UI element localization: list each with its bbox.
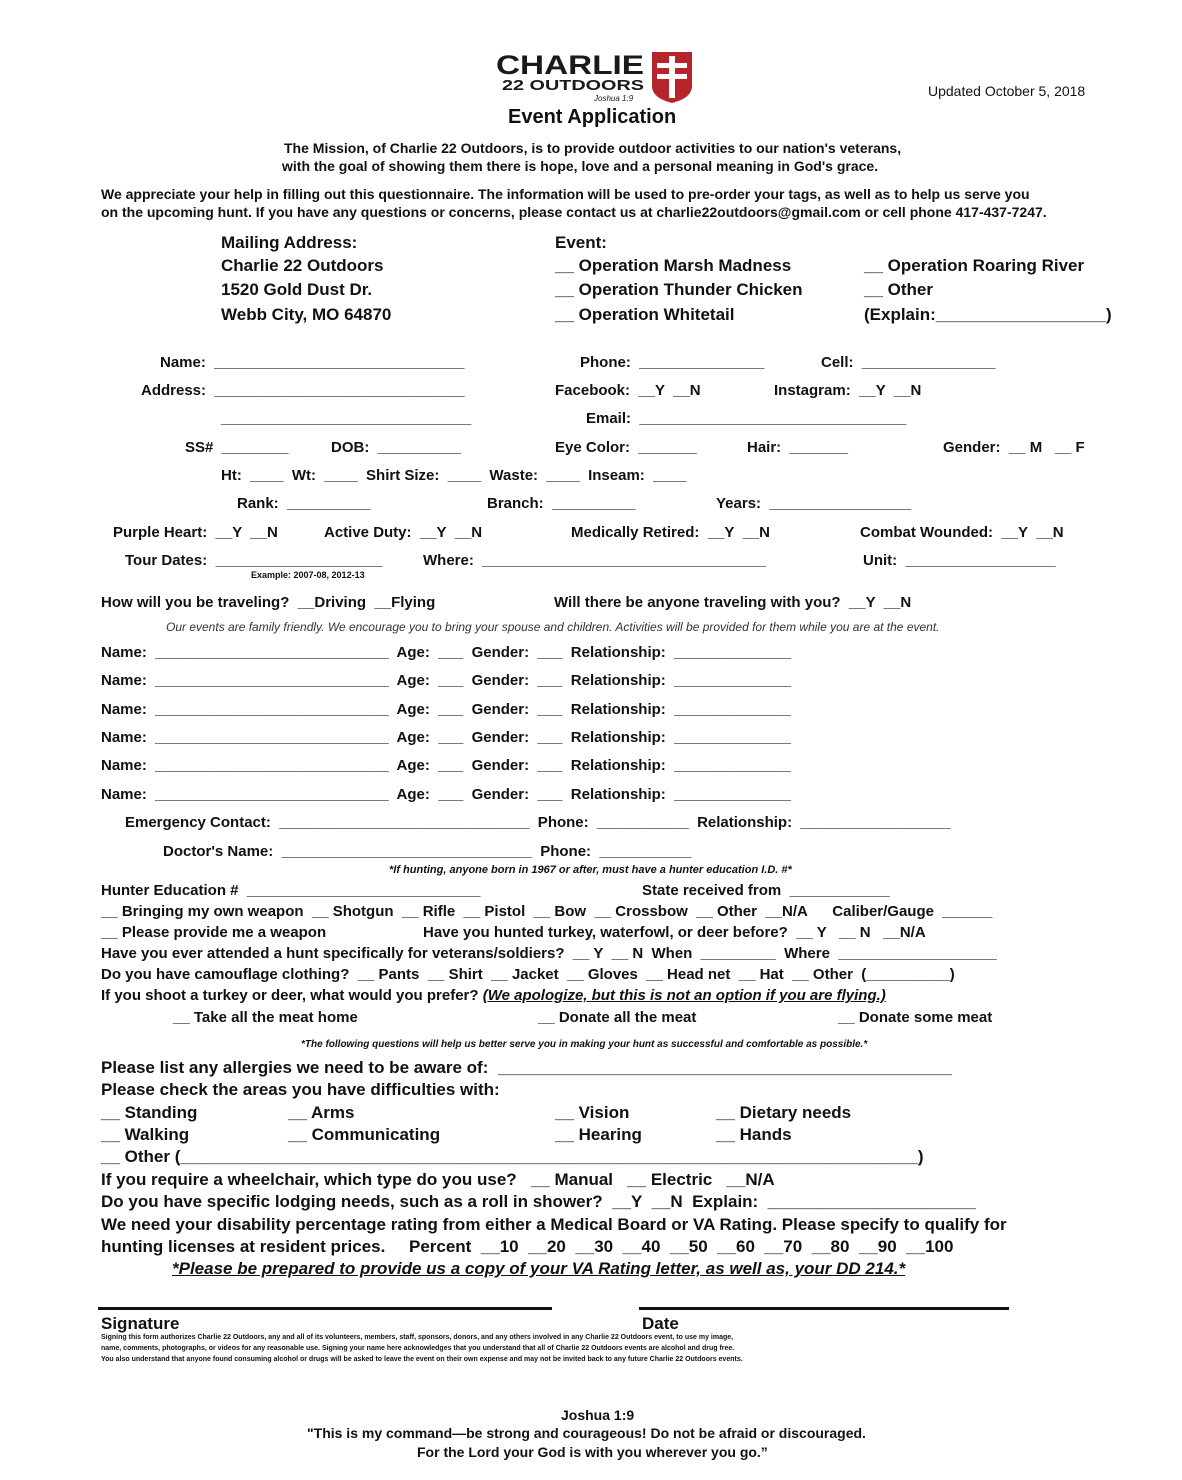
event-explain-field[interactable]: (Explain:__________________) bbox=[864, 305, 1112, 324]
combat-wounded-field[interactable]: Combat Wounded: __Y __N bbox=[860, 524, 1064, 541]
companion-row[interactable]: Name: ____________________________ Age: ___ Gender: ___ Relationship: ______________ bbox=[101, 701, 791, 718]
purple-heart-field[interactable]: Purple Heart: __Y __N bbox=[113, 524, 278, 541]
verse-reference: Joshua 1:9 bbox=[561, 1407, 635, 1423]
address-field[interactable]: Address: ______________________________ bbox=[141, 382, 465, 399]
difficulty-dietary[interactable]: __ Dietary needs bbox=[716, 1103, 852, 1122]
svg-text:CHARLIE: CHARLIE bbox=[496, 50, 644, 80]
meat-option-donate-some[interactable]: __ Donate some meat bbox=[838, 1009, 993, 1026]
meat-preference-label: If you shoot a turkey or deer, what would you prefer? bbox=[101, 987, 479, 1004]
event-heading: Event: bbox=[555, 233, 607, 252]
years-field[interactable]: Years: _________________ bbox=[716, 495, 912, 512]
companion-row[interactable]: Name: ____________________________ Age: ___ Gender: ___ Relationship: ______________ bbox=[101, 644, 791, 661]
mailing-line-1: Charlie 22 Outdoors bbox=[221, 256, 384, 275]
difficulties-heading: Please check the areas you have difficulties with: bbox=[101, 1080, 500, 1099]
disability-line-1: We need your disability percentage rating from either a Medical Board or VA Rating. Please specify to qualify for bbox=[101, 1215, 1007, 1234]
companion-row[interactable]: Name: ____________________________ Age: ___ Gender: ___ Relationship: ______________ bbox=[101, 786, 791, 803]
event-option-other[interactable]: __ Other bbox=[864, 280, 933, 299]
meat-option-donate-all[interactable]: __ Donate all the meat bbox=[538, 1009, 697, 1026]
hunted-before-field[interactable]: Have you hunted turkey, waterfowl, or deer before? __ Y __ N __N/A bbox=[423, 924, 926, 941]
difficulty-walking[interactable]: __ Walking bbox=[101, 1125, 190, 1144]
difficulty-communicating[interactable]: __ Communicating bbox=[288, 1125, 441, 1144]
hunter-education-note: *If hunting, anyone born in 1967 or after, must have a hunter education I.D. #* bbox=[389, 864, 792, 876]
eye-color-field[interactable]: Eye Color: _______ bbox=[555, 439, 697, 456]
legal-line-1: Signing this form authorizes Charlie 22 Outdoors, any and all of its volunteers, members, staff, sponsors, donors, and any others involved in any Charlie 22 Outdoors event, to use my image, bbox=[101, 1334, 734, 1341]
event-option-whitetail[interactable]: __ Operation Whitetail bbox=[555, 305, 735, 324]
tour-dates-example: Example: 2007-08, 2012-13 bbox=[251, 570, 365, 580]
legal-line-3: You also understand that anyone found consuming alcohol or drugs will be asked to leave the event on their own expense and may not be invited back to any future Charlie 22 Outdoors events. bbox=[101, 1356, 743, 1363]
provide-weapon-option[interactable]: __ Please provide me a weapon bbox=[101, 924, 327, 941]
companion-row[interactable]: Name: ____________________________ Age: ___ Gender: ___ Relationship: ______________ bbox=[101, 757, 791, 774]
allergies-field[interactable]: Please list any allergies we need to be aware of: ________________________________________________ bbox=[101, 1058, 952, 1077]
mailing-heading: Mailing Address: bbox=[221, 233, 358, 252]
branch-field[interactable]: Branch: __________ bbox=[487, 495, 636, 512]
unit-field[interactable]: Unit: __________________ bbox=[863, 552, 1056, 569]
mission-line-1: The Mission, of Charlie 22 Outdoors, is to provide outdoor activities to our nation's veterans, bbox=[284, 140, 902, 156]
event-option-thunder-chicken[interactable]: __ Operation Thunder Chicken bbox=[555, 280, 803, 299]
difficulty-standing[interactable]: __ Standing bbox=[101, 1103, 198, 1122]
svg-text:Joshua 1:9: Joshua 1:9 bbox=[594, 94, 634, 103]
email-field[interactable]: Email: ________________________________ bbox=[586, 410, 907, 427]
intro-line-1: We appreciate your help in filling out this questionnaire. The information will be used to pre-order your tags, as well as to help us serve you bbox=[101, 186, 1030, 202]
disability-percent-field[interactable]: hunting licenses at resident prices. Percent __10 __20 __30 __40 __50 __60 __70 __80 __90 __100 bbox=[101, 1237, 954, 1256]
event-option-roaring-river[interactable]: __ Operation Roaring River bbox=[864, 256, 1085, 275]
where-field[interactable]: Where: __________________________________ bbox=[423, 552, 766, 569]
medically-retired-field[interactable]: Medically Retired: __Y __N bbox=[571, 524, 770, 541]
intro-line-2: on the upcoming hunt. If you have any questions or concerns, please contact us at charlie22outdoors@gmail.com or cell phone 417-437-7247. bbox=[101, 204, 1047, 220]
gender-field[interactable]: Gender: __ M __ F bbox=[943, 439, 1085, 456]
difficulty-other[interactable]: __ Other (______________________________________________________________________________) bbox=[101, 1147, 924, 1166]
cross-shield-icon bbox=[652, 52, 692, 103]
body-sizes-field[interactable]: Ht: ____ Wt: ____ Shirt Size: ____ Waste: ____ Inseam: ____ bbox=[221, 467, 687, 484]
verse-quote-line-2: For the Lord your God is with you wherever you go.” bbox=[417, 1444, 768, 1460]
phone-field[interactable]: Phone: _______________ bbox=[580, 354, 765, 371]
difficulty-arms[interactable]: __ Arms bbox=[288, 1103, 355, 1122]
address-line-2-field[interactable]: ______________________________ bbox=[221, 410, 472, 427]
camouflage-field[interactable]: Do you have camouflage clothing? __ Pants __ Shirt __ Jacket __ Gloves __ Head net __ Hat __ Other (__________) bbox=[101, 966, 955, 983]
wheelchair-field[interactable]: If you require a wheelchair, which type do you use? __ Manual __ Electric __N/A bbox=[101, 1170, 775, 1189]
instagram-field[interactable]: Instagram: __Y __N bbox=[774, 382, 922, 399]
ssn-field[interactable]: SS# ________ bbox=[185, 439, 289, 456]
svg-text:22 OUTDOORS: 22 OUTDOORS bbox=[502, 77, 644, 94]
doctor-field[interactable]: Doctor's Name: ______________________________ Phone: ___________ bbox=[163, 843, 692, 860]
mailing-line-2: 1520 Gold Dust Dr. bbox=[221, 280, 373, 299]
rank-field[interactable]: Rank: __________ bbox=[237, 495, 371, 512]
meat-option-take-home[interactable]: __ Take all the meat home bbox=[173, 1009, 358, 1026]
companion-row[interactable]: Name: ____________________________ Age: ___ Gender: ___ Relationship: ______________ bbox=[101, 672, 791, 689]
signature-line[interactable] bbox=[98, 1307, 552, 1310]
date-line[interactable] bbox=[639, 1307, 1009, 1310]
emergency-contact-field[interactable]: Emergency Contact: ______________________________ Phone: ___________ Relationship: __________________ bbox=[125, 814, 951, 831]
companion-row[interactable]: Name: ____________________________ Age: ___ Gender: ___ Relationship: ______________ bbox=[101, 729, 791, 746]
hair-field[interactable]: Hair: _______ bbox=[747, 439, 848, 456]
tour-dates-field[interactable]: Tour Dates: ____________________ bbox=[125, 552, 383, 569]
state-received-field[interactable]: State received from ____________ bbox=[642, 882, 890, 899]
hunter-education-field[interactable]: Hunter Education # ____________________________ bbox=[101, 882, 481, 899]
needs-note: *The following questions will help us better serve you in making your hunt as successful and comfortable as possible.* bbox=[301, 1039, 868, 1050]
family-friendly-note: Our events are family friendly. We encourage you to bring your spouse and children. Activities will be provided for them while you are at the event. bbox=[166, 620, 940, 634]
difficulty-hands[interactable]: __ Hands bbox=[716, 1125, 792, 1144]
weapon-options[interactable]: __ Bringing my own weapon __ Shotgun __ Rifle __ Pistol __ Bow __ Crossbow __ Other __N/A Caliber/Gauge ______ bbox=[101, 903, 993, 920]
cell-field[interactable]: Cell: ________________ bbox=[821, 354, 996, 371]
active-duty-field[interactable]: Active Duty: __Y __N bbox=[324, 524, 483, 541]
facebook-field[interactable]: Facebook: __Y __N bbox=[555, 382, 701, 399]
dob-field[interactable]: DOB: __________ bbox=[331, 439, 462, 456]
va-rating-note: *Please be prepared to provide us a copy of your VA Rating letter, as well as, your DD 214.* bbox=[172, 1259, 906, 1278]
charlie-22-outdoors-logo bbox=[494, 50, 696, 104]
mission-line-2: with the goal of showing them there is hope, love and a personal meaning in God's grace. bbox=[282, 158, 879, 174]
event-option-marsh-madness[interactable]: __ Operation Marsh Madness bbox=[555, 256, 792, 275]
verse-quote-line-1: "This is my command—be strong and courageous! Do not be afraid or discouraged. bbox=[307, 1425, 866, 1441]
veterans-hunt-field[interactable]: Have you ever attended a hunt specifically for veterans/soldiers? __ Y __ N When _________ Where ___________________ bbox=[101, 945, 997, 962]
lodging-field[interactable]: Do you have specific lodging needs, such as a roll in shower? __Y __N Explain: ______________________ bbox=[101, 1192, 976, 1211]
updated-date: Updated October 5, 2018 bbox=[928, 83, 1086, 99]
difficulty-vision[interactable]: __ Vision bbox=[555, 1103, 630, 1122]
travel-method-field[interactable]: How will you be traveling? __Driving __Flying bbox=[101, 594, 436, 611]
date-label: Date bbox=[642, 1314, 679, 1333]
flying-apology-note: (We apologize, but this is not an option if you are flying.) bbox=[482, 987, 886, 1004]
signature-label: Signature bbox=[101, 1314, 180, 1333]
travel-companions-field[interactable]: Will there be anyone traveling with you? __Y __N bbox=[554, 594, 912, 611]
form-title: Event Application bbox=[508, 106, 677, 128]
legal-line-2: name, comments, photographs, or videos for any reasonable use. Signing your name here acknowledges that you understand that all of Charlie 22 Outdoors events are alcohol and drug free. bbox=[101, 1345, 735, 1352]
name-field[interactable]: Name: ______________________________ bbox=[160, 354, 465, 371]
difficulty-hearing[interactable]: __ Hearing bbox=[555, 1125, 642, 1144]
meat-preference-question bbox=[101, 988, 886, 1003]
mailing-line-3: Webb City, MO 64870 bbox=[221, 305, 392, 324]
